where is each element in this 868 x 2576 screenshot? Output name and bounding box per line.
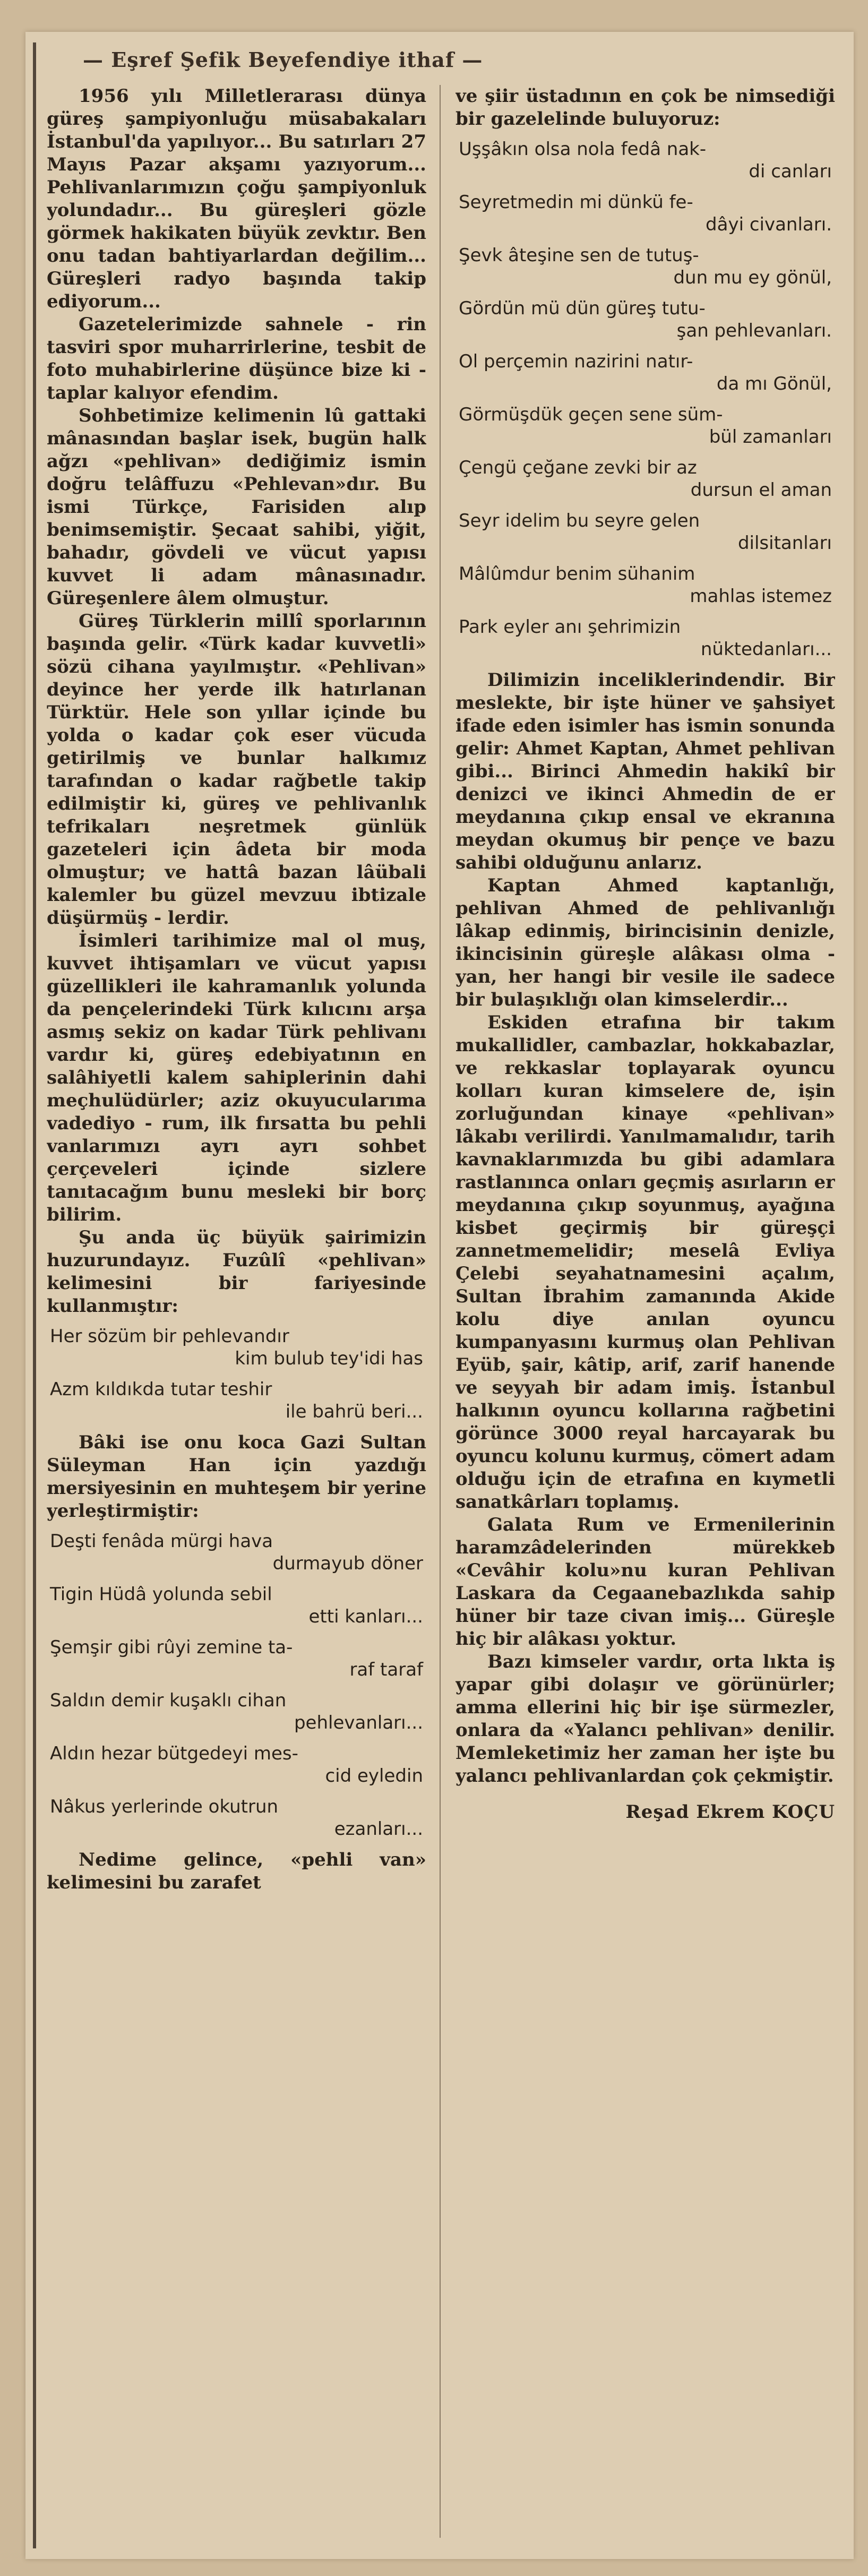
article-paragraph: Sohbetimize kelimenin lû gattaki mânasından başlar isek, bugün halk ağzı «pehlivan» dediğimiz ismin doğru telâffuzu «Pehlevan»dır. Bu ismi Türkçe, Farisiden alıp benimsemiştir. Şecaat sahibi, yiğit, bahadır, gövdeli ve vücut yapısı kuvvet li adam mânasınadır. Güreşenlere âlem olmuştur. — [47, 405, 426, 609]
poem-line: ile bahrü beri... — [285, 1401, 423, 1422]
poem-line: Şevk âteşine sen de tutuş- — [459, 245, 699, 266]
poem-line: Görmüşdük geçen sene süm- — [459, 404, 723, 425]
poem-line: dursun el aman — [690, 479, 832, 501]
poem-line: Çengü çeğane zevki bir az — [459, 457, 697, 478]
poem-couplet — [47, 1796, 426, 1840]
article-dedication-header: — Eşref Şefik Beyefendiye ithaf — — [83, 48, 483, 72]
poem-couplet — [456, 403, 835, 448]
article-paragraph: Dilimizin inceliklerindendir. Bir meslekte, bir işte hüner ve şahsiyet ifade eden isimler has ismin sonunda gelir: Ahmet Kaptan, Ahmet pehlivan gibi... Birinci Ahmedin hakikî bir denizci ve ikinci Ahmedin de er meydanına çıkıp ensal ve ekranına meydan okumuş bir pençe ve bazu sahibi olduğunu anlarız. — [456, 669, 835, 873]
poem-line: etti kanları... — [308, 1606, 423, 1627]
article-paragraph: Kaptan Ahmed kaptanlığı, pehlivan Ahmed de pehlivanlığı lâkap edinmiş, birincisinin denizle, ikincisinin güreşle alâkası olma - yan, her hangi bir vesile ile sadece bir bulaşıklığı olan kimselerdir... — [456, 875, 835, 1010]
article-paragraph: Galata Rum ve Ermenilerinin haramzâdelerinden mürekkeb «Cevâhir kolu»nu kuran Pehlivan Laskara da Cegaanebazlıkda sahip hüner bir taze civan imiş... Güreşle hiç bir alâkası yoktur. — [456, 1514, 835, 1650]
poem-line: mahlas istemez — [690, 586, 832, 607]
poem-line: nüktedanları... — [700, 639, 832, 660]
poem-line: bül zamanları — [709, 426, 832, 448]
article-paragraph: Şu anda üç büyük şairimizin huzurundayız. Fuzûlî «pehlivan» kelimesini bir fariyesinde kullanmıştır: — [47, 1227, 426, 1317]
poem-line: Mâlûmdur benim sühanim — [459, 563, 695, 585]
article-columns — [47, 85, 833, 2538]
column-divider — [440, 85, 441, 2538]
poem-line: durmayub döner — [272, 1553, 423, 1574]
poem-couplet — [47, 1378, 426, 1423]
poem-line: Park eyler anı şehrimizin — [459, 616, 681, 638]
poem-couplet — [456, 350, 835, 395]
article-paragraph: İsimleri tarihimize mal ol muş, kuvvet ihtişamları ve vücut yapısı güzellikleri ile kahramanlık yolunda da pençelerindeki Türk kılıcını arşa asmış sekiz on kadar Türk pehlivanı vardır ki, güreş edebiyatının en salâhiyetli kalem sahiplerinin dahi meçhulüdürler; aziz okuyucularıma vadediyo - rum, ilk fırsatta bu pehli vanlarımızı ayrı ayrı sohbet çerçeveleri içinde sizlere tanıtacağım bunu mesleki bir borç bilirim. — [47, 930, 426, 1225]
poem-line: ezanları... — [334, 1818, 423, 1840]
poem-line: cid eyledin — [325, 1765, 423, 1787]
poem-couplet — [47, 1689, 426, 1734]
poem-line: Nâkus yerlerinde okutrun — [50, 1796, 279, 1817]
poem-couplet — [47, 1583, 426, 1628]
poem-line: kim bulub tey'idi has — [235, 1348, 423, 1369]
poem-couplet — [47, 1325, 426, 1370]
poem-line: Tigin Hüdâ yolunda sebil — [50, 1584, 272, 1605]
article-paragraph: Eskiden etrafına bir takım mukallidler, cambazlar, hokkabazlar, ve rekkaslar toplayarak oyuncu kolları kuran kimselere de, işin zorluğundan kinaye «pehlivan» lâkabı verilirdi. Yanılmamalıdır, tarih kavnaklarımızda bu gibi adamlara rastlanınca onları geçmiş asırların er meydanına çıkıp soyunmuş, ayağına kisbet geçirmiş bir güreşçi zannetmemelidir; meselâ Evliya Çelebi seyahatnamesini açalım, Sultan İbrahim zamanında Akide kolu diye anılan oyuncu kumpanyasını kurmuş olan Pehlivan Eyüb, şair, kâtip, arif, zarif hanende ve seyyah bir adam imiş. İstanbul halkının oyuncu kollarına rağbetini görünce 3000 reyal harcayarak bu oyuncu kolunu kurmuş, cömert adam olduğu için de etrafına en kıymetli sanatkârları toplamış. — [456, 1012, 835, 1513]
poem-line: raf taraf — [349, 1659, 423, 1680]
poem-line: dilsitanları — [737, 533, 832, 554]
article-column-left — [47, 85, 426, 2538]
poem-line: di canları — [749, 161, 832, 182]
poem-line: Seyretmedin mi dünkü fe- — [459, 192, 693, 213]
article-paragraph: Bazı kimseler vardır, orta lıkta iş yapar gibi dolaşır ve görünürler; amma ellerini hiç bir işe sürmezler, onlara da «Yalancı pehlivan» denilir. Memleketimiz her zaman her işte bu yalancı pehlivanlardan çok çekmiştir. — [456, 1651, 835, 1787]
poem-couplet — [456, 297, 835, 342]
poem-couplet — [456, 563, 835, 607]
article-paragraph: Güreş Türklerin millî sporlarının başında gelir. «Türk kadar kuvvetli» sözü cihana yayılmıştır. «Pehlivan» deyince her yerde ilk hatırlanan Türktür. Hele son yıllar içinde bu yolda o kadar çok eser vücuda getirilmiş ve bunlar halkımız tarafından o kadar rağbetle takip edilmiştir ki, güreş ve pehlivanlık tefrikaları neşretmek günlük gazeteleri için âdeta bir moda olmuştur; ve hattâ bazan lâübali kalemler bu güzel mevzuu ibtizale düşürmüş - lerdir. — [47, 611, 426, 929]
author-signature: Reşad Ekrem KOÇU — [625, 1801, 835, 1823]
poem-line: Her sözüm bir pehlevandır — [50, 1326, 289, 1347]
poem-couplet — [456, 244, 835, 289]
poem-line: Seyr idelim bu seyre gelen — [459, 510, 700, 531]
column-rule-left — [33, 42, 36, 2548]
poem-couplet — [47, 1742, 426, 1787]
poem-line: pehlevanları... — [294, 1712, 423, 1733]
poem-line: şan pehlevanları. — [676, 320, 832, 341]
poem-couplet — [47, 1636, 426, 1681]
poem-line: dun mu ey gönül, — [673, 267, 832, 288]
article-paragraph: ve şiir üstadının en çok be nimsediği bir gazelelinde buluyoruz: — [456, 85, 835, 130]
article-paragraph: Nedime gelince, «pehli van» kelimesini bu zarafet — [47, 1849, 426, 1893]
poem-line: Uşşâkın olsa nola fedâ nak- — [459, 139, 707, 160]
article-paragraph: 1956 yılı Milletlerarası dünya güreş şampiyonluğu müsabakaları İstanbul'da yapılıyor... Bu satırları 27 Mayıs Pazar akşamı yazıyorum... Pehlivanlarımızın çoğu şampiyonluk yolundadır... Bu güreşleri gözle görmek hakikaten büyük zevktır. Ben onu tadan bahtiyarlardan değilim... Güreşleri radyo başında takip ediyorum... — [47, 85, 426, 312]
poem-line: Gördün mü dün güreş tutu- — [459, 298, 706, 319]
poem-couplet — [456, 457, 835, 501]
newspaper-clipping — [25, 32, 854, 2559]
article-column-right — [456, 85, 835, 2538]
poem-line: Saldın demir kuşaklı cihan — [50, 1690, 287, 1711]
poem-line: Şemşir gibi rûyi zemine ta- — [50, 1637, 293, 1658]
poem-line: dâyi civanları. — [706, 214, 832, 235]
poem-couplet — [456, 616, 835, 660]
poem-couplet — [456, 138, 835, 183]
poem-couplet — [456, 510, 835, 554]
poem-couplet — [47, 1530, 426, 1575]
poem-line: Aldın hezar bütgedeyi mes- — [50, 1743, 298, 1764]
article-paragraph: Gazetelerimizde sahnele - rin tasviri spor muharrirlerine, tesbit de foto muhabirlerine düşünce bize ki - taplar kalıyor efendim. — [47, 314, 426, 403]
poem-line: Azm kıldıkda tutar teshir — [50, 1379, 272, 1400]
poem-line: da mı Gönül, — [716, 373, 832, 394]
article-paragraph: Bâki ise onu koca Gazi Sultan Süleyman Han için yazdığı mersiyesinin en muhteşem bir yerine yerleştirmiştir: — [47, 1432, 426, 1522]
poem-couplet — [456, 191, 835, 236]
poem-line: Ol perçemin nazirini natır- — [459, 351, 693, 372]
poem-line: Deşti fenâda mürgi hava — [50, 1531, 273, 1552]
